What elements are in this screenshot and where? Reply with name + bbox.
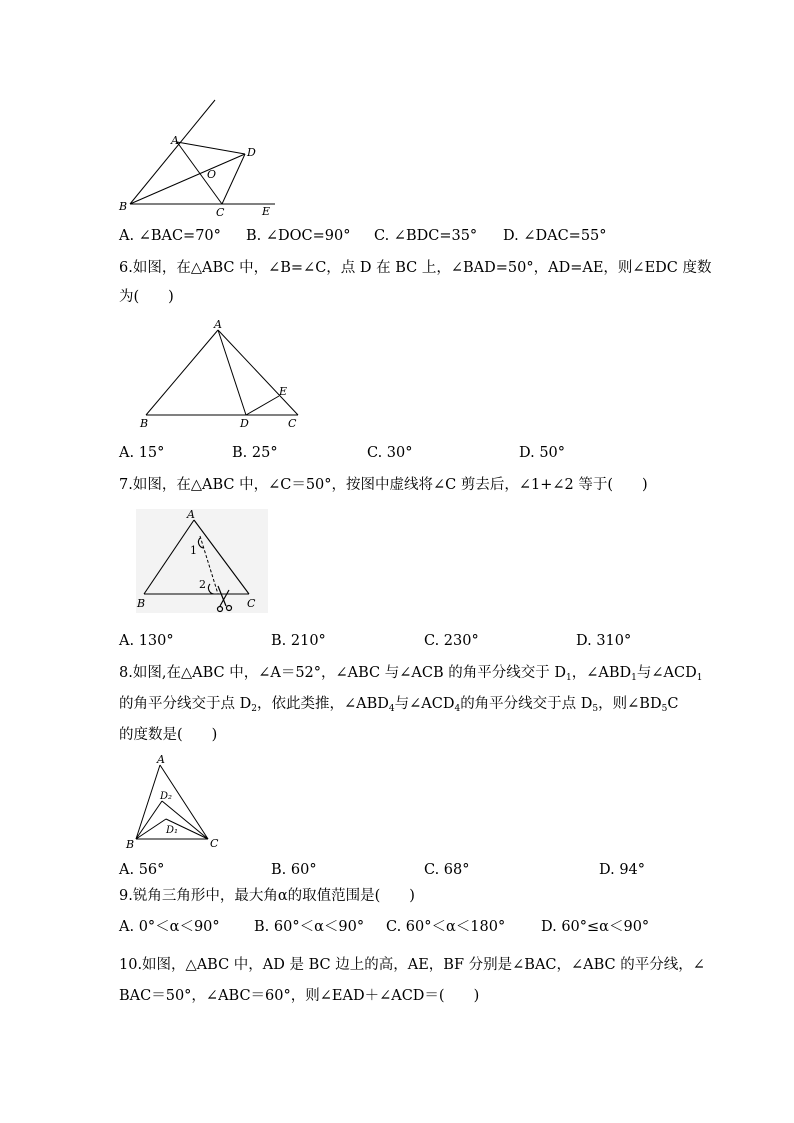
q5-option-c: C. ∠BDC=35° bbox=[374, 228, 478, 244]
fig5-label-e: E bbox=[262, 205, 271, 218]
fig8-label-d1: D₁ bbox=[166, 825, 179, 836]
q5-figure bbox=[115, 98, 295, 220]
q7-option-d: D. 310° bbox=[576, 633, 632, 649]
fig7-label-1: 1 bbox=[190, 544, 197, 557]
fig5-label-o: O bbox=[207, 168, 217, 181]
q7-option-b: B. 210° bbox=[271, 633, 326, 649]
q6-option-a: A. 15° bbox=[119, 445, 165, 461]
q9-stem-line1: 9.锐角三角形中，最大角α的取值范围是( ) bbox=[119, 888, 415, 904]
fig7-label-2: 2 bbox=[199, 578, 206, 591]
fig7-label-b: B bbox=[137, 597, 146, 610]
q7-option-a: A. 130° bbox=[119, 633, 174, 649]
fig6-label-d: D bbox=[240, 417, 249, 430]
q5-option-b: B. ∠DOC=90° bbox=[246, 228, 351, 244]
q9-option-a: A. 0°＜α＜90° bbox=[119, 919, 220, 935]
q8-stem-line3: 的度数是( ) bbox=[119, 727, 218, 743]
q6-figure bbox=[138, 318, 308, 433]
q7-option-c: C. 230° bbox=[424, 633, 479, 649]
q8-option-b: B. 60° bbox=[271, 862, 317, 878]
fig5-label-d: D bbox=[247, 146, 256, 159]
fig8-label-c: C bbox=[210, 837, 219, 850]
q6-stem-line2: 为( ) bbox=[119, 289, 174, 305]
q7-figure bbox=[134, 506, 270, 616]
q9-option-c: C. 60°＜α＜180° bbox=[386, 919, 506, 935]
fig6-label-b: B bbox=[140, 417, 149, 430]
q6-option-d: D. 50° bbox=[519, 445, 566, 461]
q7-stem-line1: 7.如图，在△ABC 中，∠C＝50°，按图中虚线将∠C 剪去后，∠1+∠2 等于( ) bbox=[119, 477, 648, 493]
q6-stem-line1: 6.如图，在△ABC 中，∠B=∠C，点 D 在 BC 上，∠BAD=50°，AD=AE，则∠EDC 度数 bbox=[119, 260, 712, 276]
fig5-label-c: C bbox=[216, 206, 225, 219]
q9-option-b: B. 60°＜α＜90° bbox=[254, 919, 365, 935]
fig5-label-b: B bbox=[119, 200, 128, 213]
q10-stem-line1: 10.如图，△ABC 中，AD 是 BC 边上的高，AE，BF 分别是∠BAC，∠ABC 的平分线，∠ bbox=[119, 957, 705, 973]
fig6-label-c: C bbox=[288, 417, 297, 430]
q8-stem-line1: 8.如图,在△ABC 中，∠A＝52°，∠ABC 与∠ACB 的角平分线交于 $D_1$，$\angle ABD_1$与$\angle ACD_1$ bbox=[119, 665, 703, 683]
q10-stem-line2: BAC＝50°，∠ABC＝60°，则∠EAD＋∠ACD＝( ) bbox=[119, 988, 480, 1004]
q5-option-a: A. ∠BAC=70° bbox=[119, 228, 221, 244]
fig7-label-a: A bbox=[187, 508, 195, 521]
fig6-label-e: E bbox=[279, 385, 288, 398]
q8-figure bbox=[122, 753, 226, 851]
fig6-label-a: A bbox=[214, 318, 222, 331]
fig8-label-a: A bbox=[157, 753, 165, 766]
q6-option-c: C. 30° bbox=[367, 445, 413, 461]
q6-option-b: B. 25° bbox=[232, 445, 278, 461]
q8-option-a: A. 56° bbox=[119, 862, 165, 878]
q8-option-c: C. 68° bbox=[424, 862, 470, 878]
q8-stem-line2: 的角平分线交于点 $D_2$，依此类推，$\angle ABD_4$与$\angle ACD_4$的角平分线交于点 $D_5$，则$\angle BD_5C$ bbox=[119, 696, 679, 714]
fig8-label-d2: D₂ bbox=[160, 791, 173, 802]
fig5-label-a: A bbox=[171, 134, 179, 147]
fig8-label-b: B bbox=[126, 838, 135, 851]
q8-option-d: D. 94° bbox=[599, 862, 646, 878]
q9-option-d: D. 60°≤α＜90° bbox=[541, 919, 650, 935]
q5-option-d: D. ∠DAC=55° bbox=[503, 228, 607, 244]
fig7-label-c: C bbox=[247, 597, 256, 610]
